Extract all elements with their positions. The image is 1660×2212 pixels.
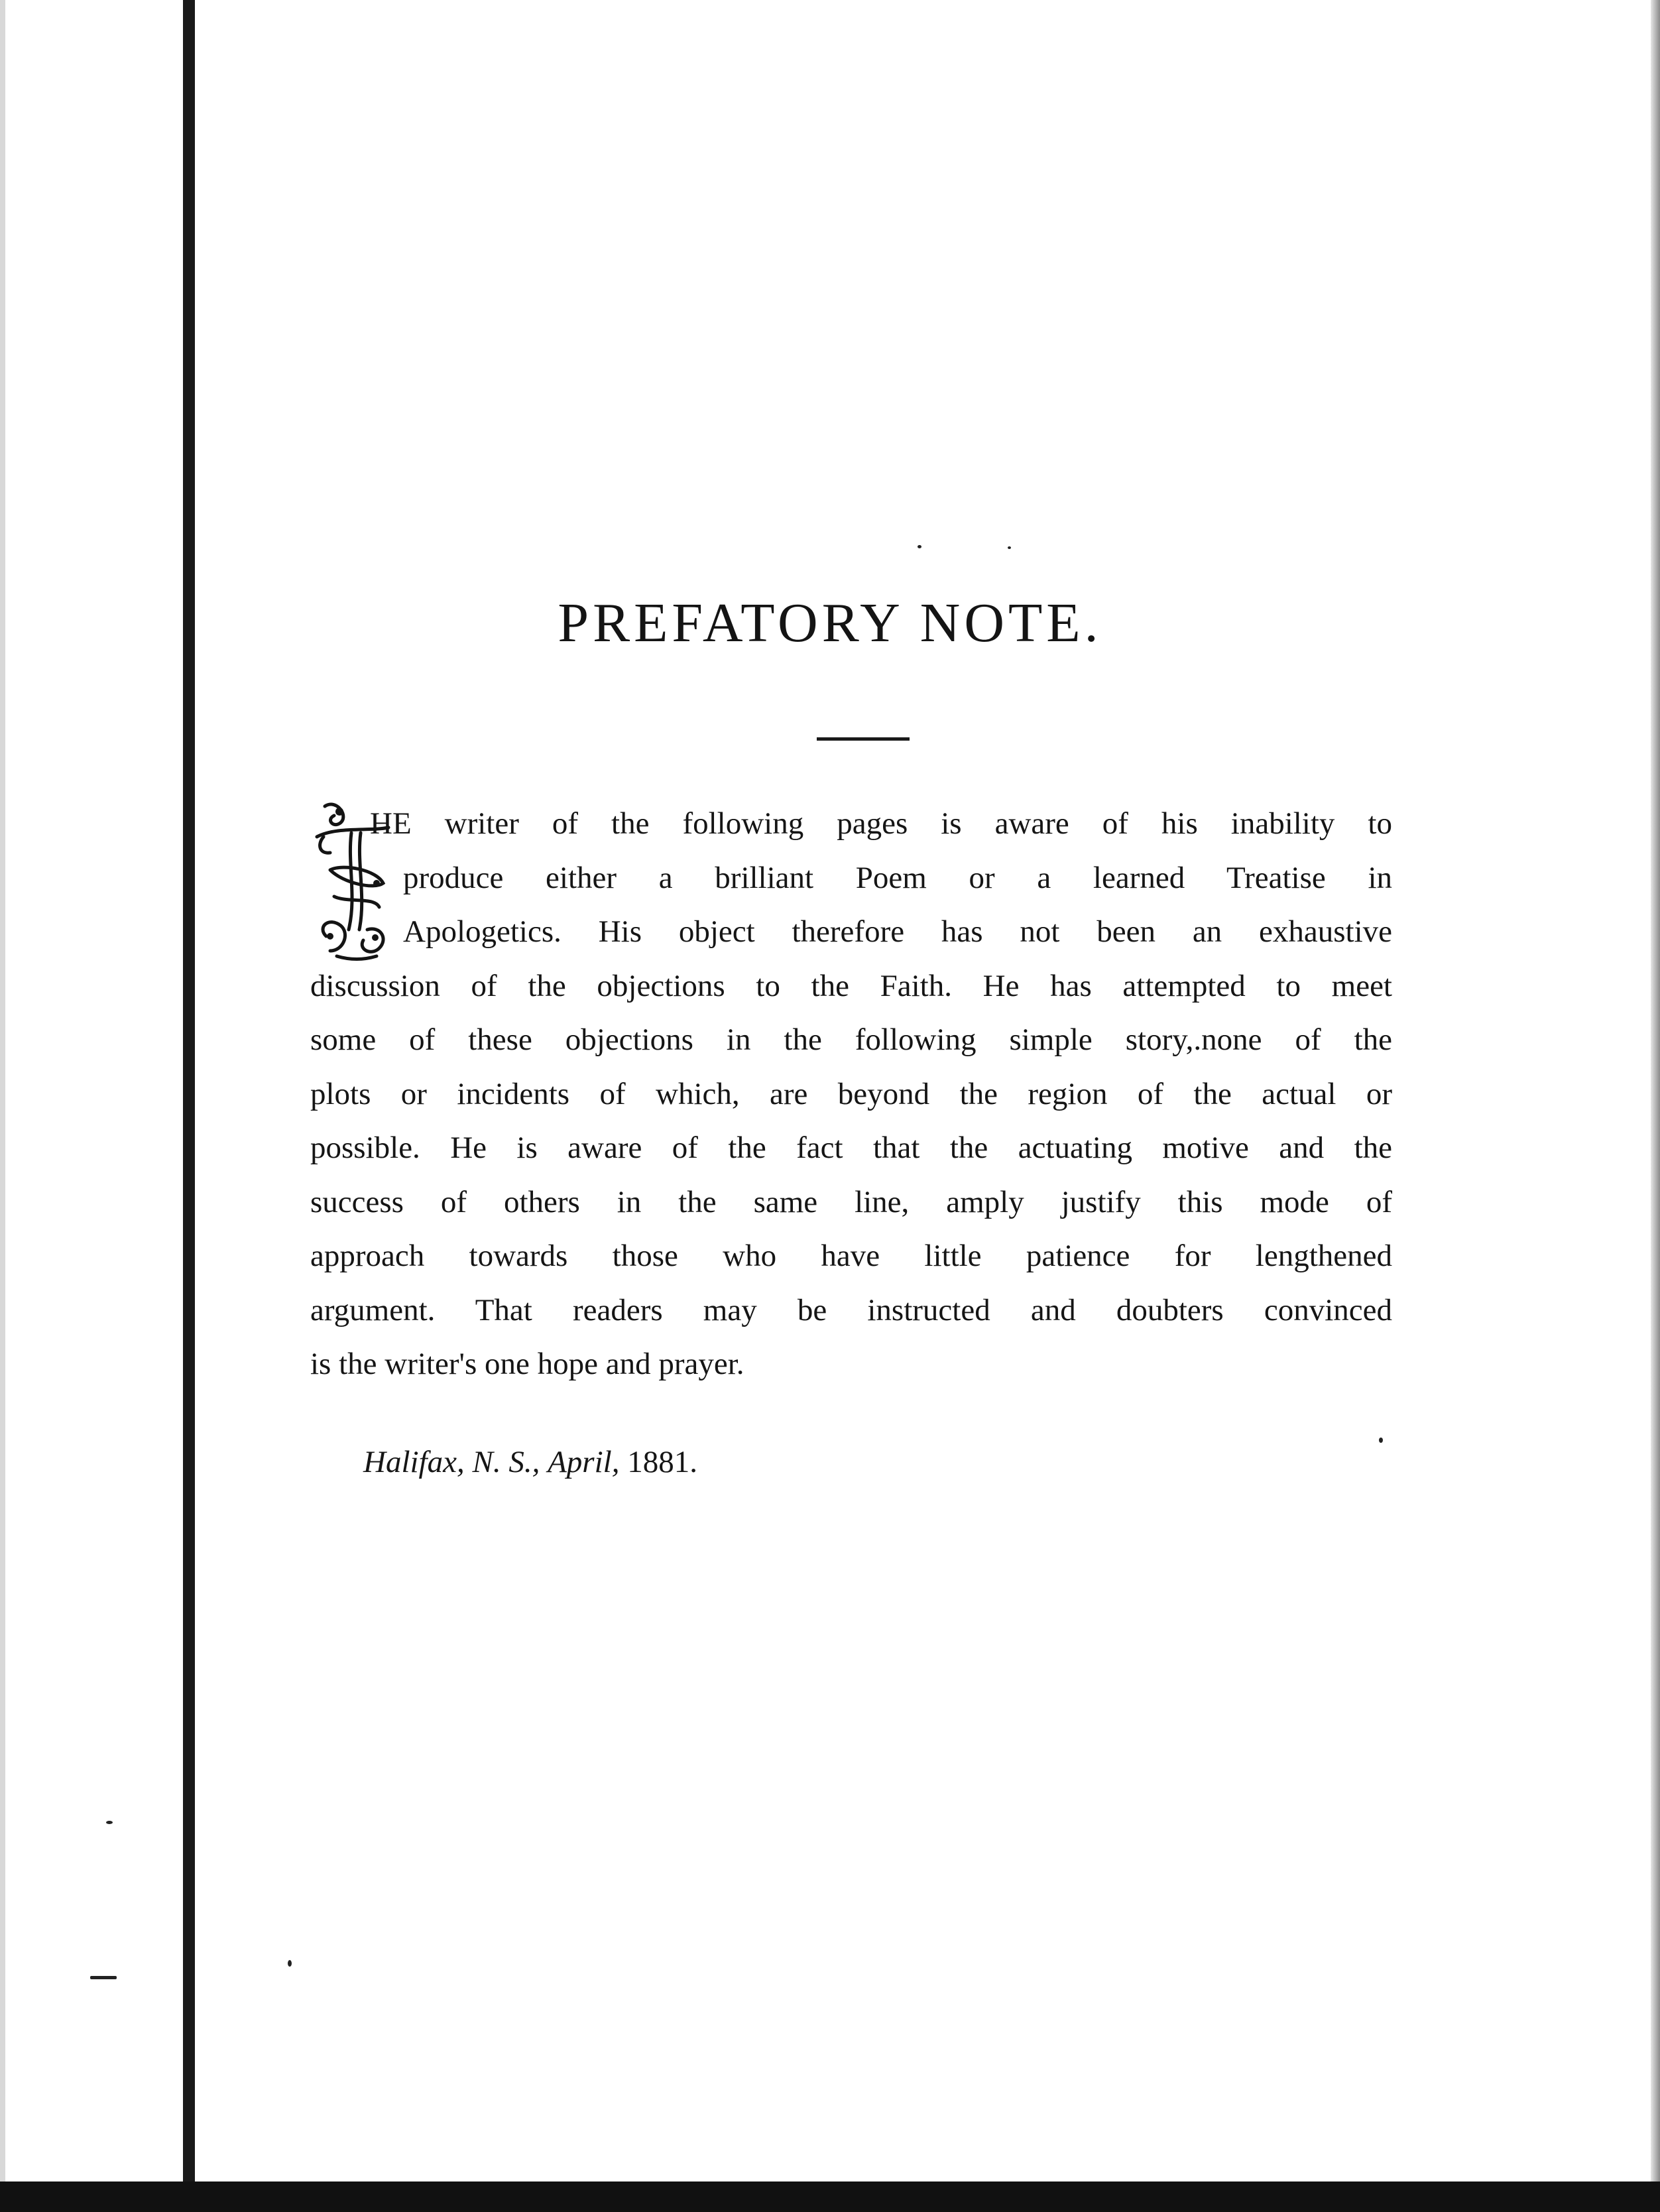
prefatory-paragraph <box>310 797 1392 1392</box>
text-line: argument. That readers may be instructed and doubters convinced <box>310 1292 1392 1327</box>
text-line: discussion of the objections to the Faith. He has attempted to meet <box>310 968 1392 1003</box>
text-line: is the writer's one hope and prayer. <box>310 1347 744 1381</box>
prefatory-note-body <box>310 797 1392 1392</box>
scan-speck <box>106 1821 113 1824</box>
page-title: PREFATORY NOTE. <box>558 592 1102 654</box>
text-line: success of others in the same line, amply justify this mode of <box>310 1184 1392 1219</box>
page-bottom-edge <box>0 2181 1660 2212</box>
text-line: approach towards those who have little patience for lengthened <box>310 1239 1392 1273</box>
signature-place: Halifax, N. S., <box>363 1445 540 1479</box>
signature-month: April, <box>548 1445 620 1479</box>
text-line: plots or incidents of which, are beyond the region of the actual or <box>310 1076 1392 1111</box>
text-line: some of these objections in the following simple story,.none of the <box>310 1022 1392 1057</box>
text-line: HE writer of the following pages is aware of his inability to <box>370 806 1392 841</box>
place-date-signature <box>363 1439 697 1485</box>
text-line: possible. He is aware of the fact that the actuating motive and the <box>310 1131 1392 1165</box>
ornamental-drop-cap <box>310 797 395 963</box>
text-line: Apologetics. His object therefore has not been an exhaustive <box>403 914 1392 949</box>
binding-spine-line <box>183 0 195 2212</box>
scan-speck <box>1008 546 1011 549</box>
scan-speck <box>90 1976 117 1979</box>
text-line: produce either a brilliant Poem or a learned Treatise in <box>403 860 1392 895</box>
page-right-edge <box>1651 0 1660 2212</box>
scan-speck <box>1379 1438 1383 1443</box>
signature-year: 1881. <box>627 1445 697 1479</box>
scan-speck <box>288 1960 292 1967</box>
page-left-edge <box>0 0 5 2212</box>
title-rule <box>817 737 910 741</box>
scan-speck <box>918 545 921 548</box>
